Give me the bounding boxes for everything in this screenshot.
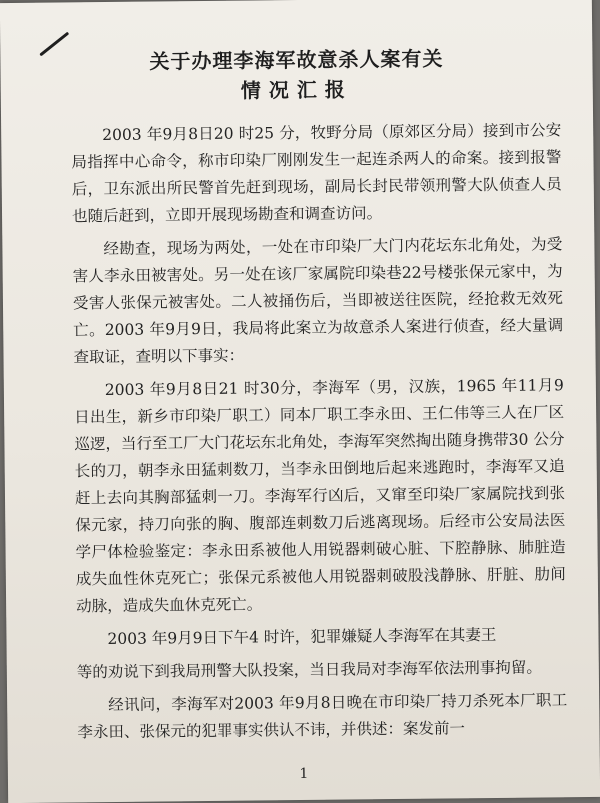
document-title-line-1: 关于办理李海军故意杀人案有关: [149, 46, 444, 74]
paragraph-surrender-continued: 等的劝说下到我局刑警大队投案，当日我局对李海军依法刑事拘留。: [76, 658, 542, 682]
page-number: 1: [299, 765, 309, 783]
paragraph-investigation: 经勘查，现场为两处，一处在市印染厂大门内花坛东北角处，为受害人李永田被害处。另一处在该厂家属院印染巷22号楼张保元家中，为受害人张保元被害处。二人被捅伤后，当即被送往医院，经抢救无效死亡。2003 年9月9日，我局将此案立为故意杀人案进行侦查，经大量调查取证，查明以下事实：: [72, 235, 564, 367]
paragraph-facts: 2003 年9月8日21 时30分，李海军（男，汉族，1965 年11月9日出生，新乡市印染厂职工）同本厂职工李永田、王仁伟等三人在厂区巡逻，当行至工厂大门花坛东北角处，李海军突然掏出随身携带30 公分长的刀，朝李永田猛刺数刀，当李永田倒地后起来逃跑时，李海军又追赶上去向其胸部猛刺一刀。李海军行凶后，又窜至印染厂家属院找到张保元家，持刀向张的胸、腹部连刺数刀后逃离现场。后经市公安局法医学尸体检验鉴定：李永田系被他人用锐器刺破心脏、下腔静脉、肺脏造成失血性休克死亡；张保元系被他人用锐器刺破股浅静脉、肝脏、肋间动脉，造成失血休克死亡。: [74, 376, 566, 616]
paragraph-interrogation: 经讯问，李海军对2003 年9月8日晚在市印染厂持刀杀死本厂职工李永田、张保元的犯罪事实供认不讳，并供述：案发前一: [77, 691, 568, 742]
document-body: [71, 117, 568, 752]
paragraph-surrender: 2003 年9月9日下午4 时许，犯罪嫌疑人李海军在其妻王: [107, 625, 497, 649]
paragraph-report-received: 2003 年9月8日20 时25 分，牧野分局（原郊区分局）接到市公安局指挥中心命令，称市印染厂刚刚发生一起连杀两人的命案。接到报警后，卫东派出所民警首先赶到现场，副局长封民带领刑警大队侦查人员也随后赶到，立即开展现场勘查和调查访问。: [71, 121, 562, 226]
document-title-line-2: 情况汇报: [240, 77, 353, 103]
